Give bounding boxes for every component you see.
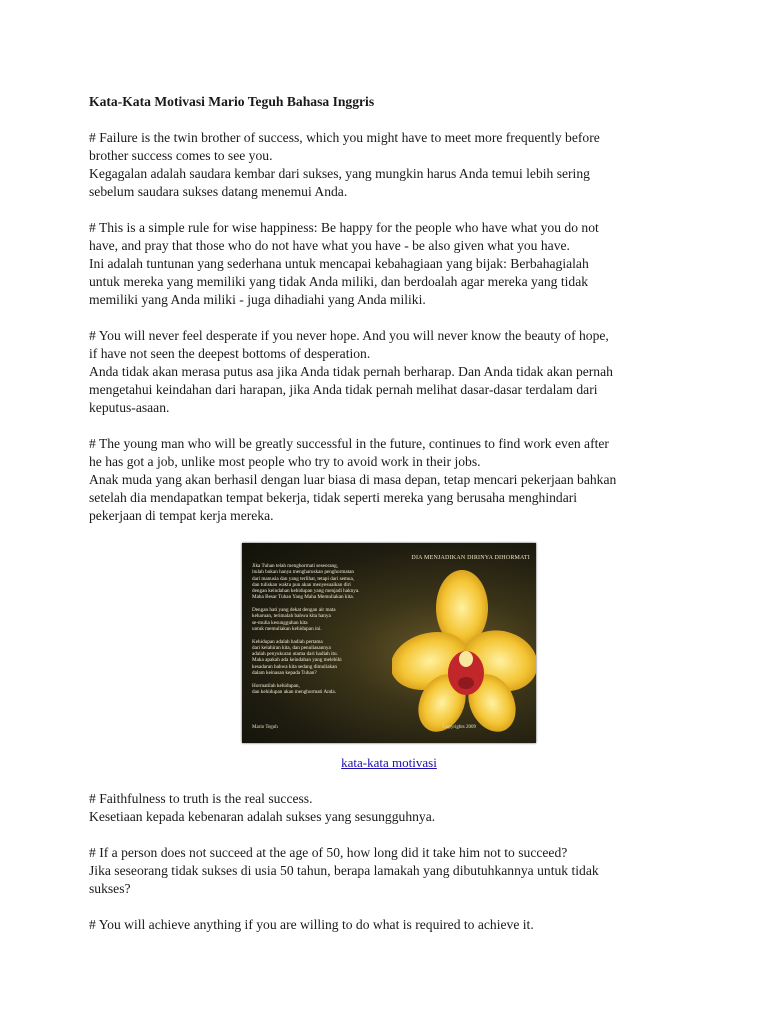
quote-paragraph (89, 435, 689, 525)
image-text-line: dari kelahiran kita, dan penuliasannya (252, 644, 331, 651)
image-text-line: Maka apakah ada keindahan yang melebihi (252, 657, 342, 664)
quote-paragraph (89, 327, 689, 417)
indonesian-line: Jika seseorang tidak sukses di usia 50 tahun, berapa lamakah yang dibutuhkannya untuk tidak (89, 863, 599, 878)
image-text-line: dalam keinasan kepada Tuhan? (252, 670, 317, 677)
image-text-line: Maha Besar Tuhan Yang Maha Memuliakan kita. (252, 594, 355, 601)
figure (89, 543, 689, 772)
english-line: # You will achieve anything if you are willing to do what is required to achieve it. (89, 917, 534, 932)
english-line: if have not seen the deepest bottoms of desperation. (89, 346, 371, 361)
english-line: # Faithfulness to truth is the real success. (89, 791, 313, 806)
image-text-line: kesadaran bahwa kita sedang dimuliakan (252, 663, 337, 670)
image-text-line: dengan keindahan kehidupan yang menjadi haknya. (252, 588, 360, 595)
english-line: he has got a job, unlike most people who try to avoid work in their jobs. (89, 454, 481, 469)
image-text-line: Kehidupan adalah hadiah pertama (252, 638, 323, 645)
indonesian-line: Anda tidak akan merasa putus asa jika Anda tidak pernah berharap. Dan Anda tidak akan pernah (89, 364, 613, 379)
english-line: have, and pray that those who do not have what you have - be also given what you have. (89, 238, 570, 253)
quote-paragraph (89, 844, 689, 898)
indonesian-line: Anak muda yang akan berhasil dengan luar biasa di masa depan, tetap mencari pekerjaan bahkan (89, 472, 617, 487)
english-line: # You will never feel desperate if you never hope. And you will never know the beauty of hope, (89, 328, 609, 343)
image-text-line: se-mulia kesungguhan kita (252, 619, 308, 626)
document-title: Kata-Kata Motivasi Mario Teguh Bahasa Inggris (89, 94, 375, 109)
caption-link[interactable]: kata-kata motivasi (341, 755, 437, 770)
image-text-line: Jika Tuhan telah menghormati seseorang, (252, 563, 339, 569)
indonesian-line: untuk mereka yang memiliki yang tidak Anda miliki, dan berdoalah agar mereka yang tidak (89, 274, 589, 289)
english-line: # This is a simple rule for wise happiness: Be happy for the people who have what you do not (89, 220, 599, 235)
indonesian-line: Ini adalah tuntunan yang sederhana untuk mencapai kebahagiaan yang bijak: Berbahagialah (89, 256, 589, 271)
image-text-line: Dengan hati yang dekat dengan air mata (252, 607, 336, 614)
indonesian-line: Kesetiaan kepada kebenaran adalah sukses yang sesungguhnya. (89, 809, 436, 824)
image-text-line: dan tuliskan waktu pun akan menyesuaikan diri (252, 581, 351, 588)
english-line: # Failure is the twin brother of success, which you might have to meet more frequently before (89, 130, 600, 145)
quote-paragraph (89, 790, 689, 826)
image-text-line: dan kehidupan akan menghormati Anda. (252, 688, 336, 695)
top-paragraphs (89, 129, 689, 525)
english-line: brother success comes to see you. (89, 148, 273, 163)
quote-paragraph (89, 916, 689, 934)
indonesian-line: sebelum saudara sukses datang menemui Anda. (89, 184, 348, 199)
document-content (89, 93, 689, 952)
image-signature: Mario Teguh (252, 725, 278, 730)
image-copyright: Copyrights 2009 (442, 725, 476, 730)
image-text-line: adalah penyukuran utama dari hadiah itu. (252, 651, 338, 658)
image-text-line: Hormatilah kehidupan, (252, 682, 300, 689)
english-line: # The young man who will be greatly successful in the future, continues to find work even after (89, 436, 609, 451)
image-text-line: itulah bukan hanya mengharuskan penghormatan (252, 569, 354, 576)
image-caption (89, 754, 689, 772)
image-text-line: keharuan, terimalah bahwa kita hanya (252, 613, 331, 620)
indonesian-line: Kegagalan adalah saudara kembar dari sukses, yang mungkin harus Anda temui lebih sering (89, 166, 590, 181)
indonesian-line: sukses? (89, 881, 131, 896)
orchid-flower-icon (392, 563, 536, 743)
bottom-paragraphs (89, 790, 689, 934)
quote-paragraph (89, 129, 689, 201)
indonesian-line: mengetahui keindahan dari harapan, jika Anda tidak pernah melihat dasar-dasar terdalam dari (89, 382, 598, 397)
indonesian-line: keputus-asaan. (89, 400, 170, 415)
english-line: # If a person does not succeed at the age of 50, how long did it take him not to succeed? (89, 845, 568, 860)
image-text-line: untuk memuliakan kehidupan ini. (252, 625, 322, 632)
image-text-line: dari manusia dan yang terlihat, tetapi dari semua, (252, 575, 355, 582)
indonesian-line: setelah dia mendapatkan tempat bekerja, tidak seperti mereka yang berusaha menghindari (89, 490, 578, 505)
indonesian-line: memiliki yang Anda miliki - juga dihadiahi yang Anda miliki. (89, 292, 426, 307)
motivation-image (242, 543, 536, 743)
quote-paragraph (89, 219, 689, 309)
image-heading: DIA MENJADIKAN DIRINYA DIHORMATI (411, 555, 530, 561)
indonesian-line: pekerjaan di tempat kerja mereka. (89, 508, 274, 523)
